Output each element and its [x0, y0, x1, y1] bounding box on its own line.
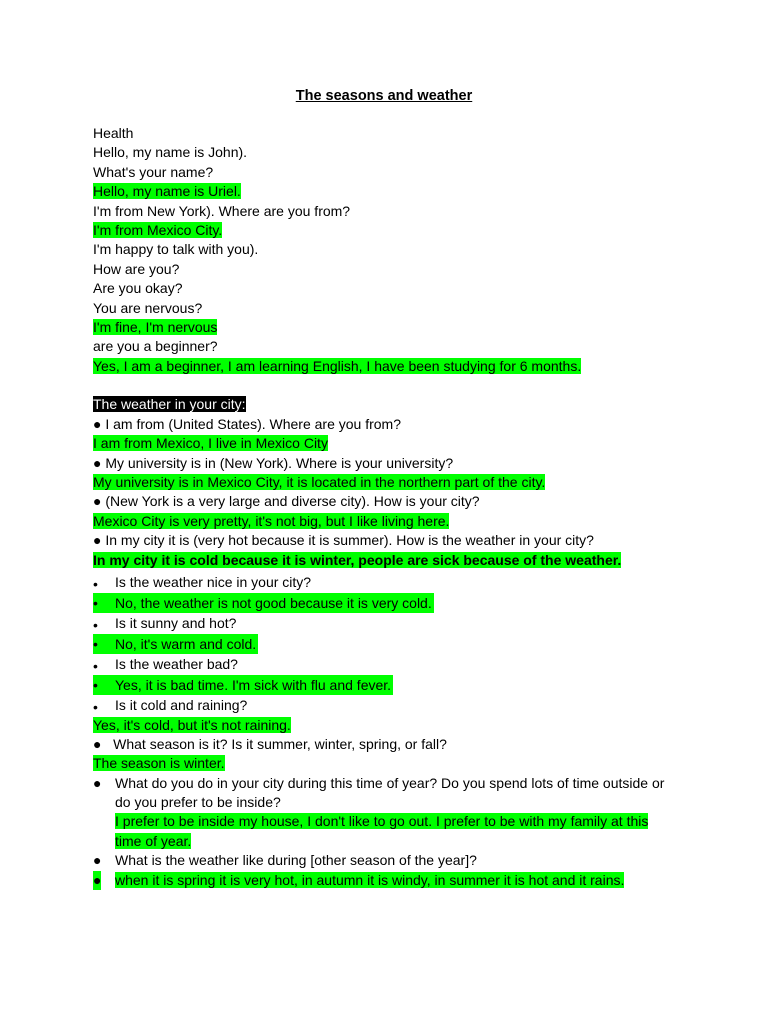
intro-line: What's your name? — [93, 163, 214, 180]
cold-answer: Yes, it's cold, but it's not raining. — [93, 716, 291, 733]
intro-answer: I'm fine, I'm nervous — [93, 318, 218, 335]
document-body — [93, 124, 665, 890]
bullet-item: • Is the weather nice in your city? — [93, 572, 653, 593]
city-question: ● I am from (United States). Where are you from? — [93, 415, 401, 432]
section-heading: The weather in your city: — [93, 396, 246, 413]
city-answer: My university is in Mexico City, it is located in the northern part of the city. — [93, 474, 546, 491]
bullet-icon: ● — [93, 774, 102, 791]
page-title: The seasons and weather — [295, 88, 473, 104]
city-question: ● (New York is a very large and diverse city). How is your city? — [93, 493, 480, 510]
last-answer-text: when it is spring it is very hot, in autumn it is windy, in summer it is hot and it rains. — [115, 871, 625, 888]
intro-answer: I'm from Mexico City. — [93, 221, 223, 238]
intro-line: I'm happy to talk with you). — [93, 241, 259, 258]
intro-line: Hello, my name is John). — [93, 144, 248, 161]
spacer — [93, 376, 653, 395]
city-question: ● In my city it is (very hot because it is summer). How is the weather in your city? — [93, 532, 594, 549]
bullet-icon: • — [93, 617, 98, 633]
bullet-item: • Yes, it is bad time. I'm sick with flu and fever. — [93, 675, 653, 696]
bullet-icon: ● — [93, 871, 101, 890]
intro-line: are you a beginner? — [93, 338, 218, 355]
intro-line: I'm from New York). Where are you from? — [93, 202, 351, 219]
bullet-item: • Is it sunny and hot? — [93, 613, 653, 634]
city-answer: I am from Mexico, I live in Mexico City — [93, 435, 328, 452]
city-question: ● My university is in (New York). Where is your university? — [93, 454, 454, 471]
other-season-question: What is the weather like during [other season of the year]? — [115, 852, 477, 869]
bullet-item: • Is it cold and raining? — [93, 695, 653, 716]
last-answer-item — [93, 871, 663, 890]
bold-weather-answer: In my city it is cold because it is winter, people are sick because of the weather. — [93, 551, 622, 568]
time-of-year-answer: I prefer to be inside my house, I don't like to go out. I prefer to be with my family at this time of year. — [115, 813, 649, 849]
bullet-item: • Is the weather bad? — [93, 654, 653, 675]
weather-bullet-list — [93, 572, 653, 716]
intro-line: Health — [93, 125, 134, 141]
intro-answer: Hello, my name is Uriel. — [93, 183, 241, 200]
time-of-year-item — [93, 774, 675, 852]
bullet-icon: ● — [93, 852, 102, 869]
intro-dialogue — [93, 124, 653, 376]
bullet-icon: • — [93, 699, 98, 715]
intro-line: You are nervous? — [93, 299, 203, 316]
bullet-item: • No, the weather is not good because it is very cold. — [93, 593, 653, 614]
time-of-year-question: What do you do in your city during this time of year? Do you spend lots of time outside or do you prefer to be inside? — [115, 774, 665, 811]
bullet-icon: • — [93, 576, 98, 592]
season-answer: The season is winter. — [93, 755, 225, 772]
city-answer: Mexico City is very pretty, it's not big, but I like living here. — [93, 512, 450, 529]
other-season-item — [93, 851, 675, 870]
season-question: ● What season is it? Is it summer, winter, spring, or fall? — [93, 735, 447, 752]
intro-line: Are you okay? — [93, 280, 183, 297]
bullet-icon: • — [93, 676, 98, 693]
city-dialogue — [93, 415, 653, 551]
bullet-icon: • — [93, 594, 98, 611]
bullet-item: • No, it's warm and cold. — [93, 634, 653, 655]
intro-answer: Yes, I am a beginner, I am learning English, I have been studying for 6 months. — [93, 357, 582, 374]
intro-line: How are you? — [93, 260, 180, 277]
bullet-icon: • — [93, 635, 98, 652]
bullet-icon: • — [93, 658, 98, 674]
